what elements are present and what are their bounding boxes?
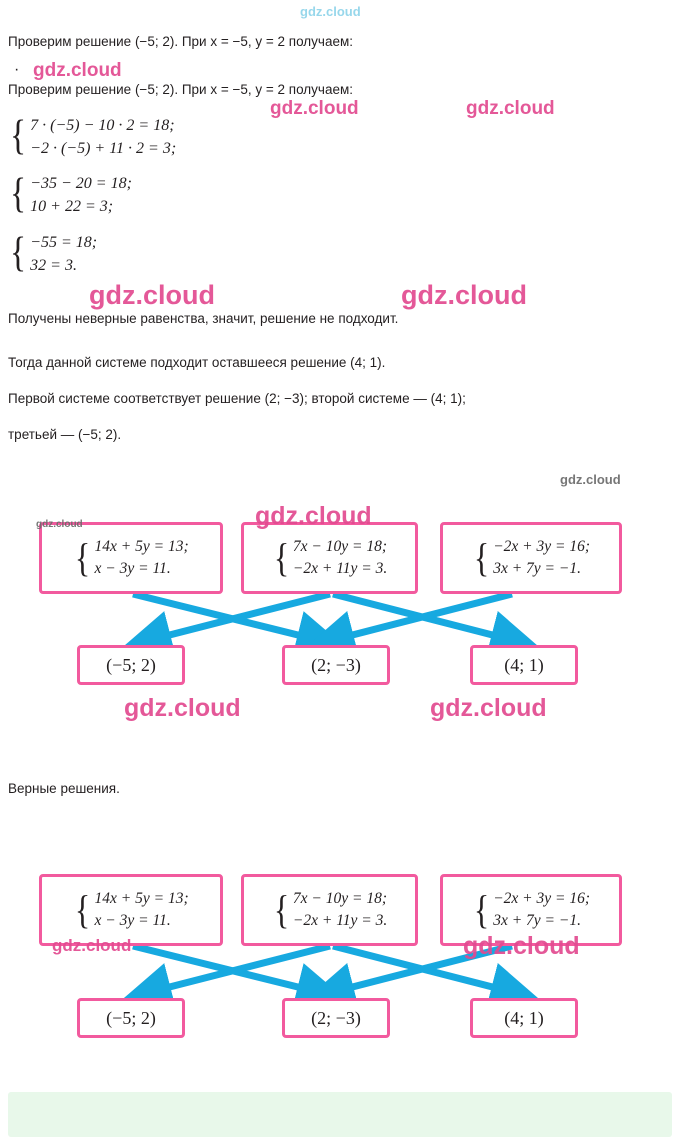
system-box-3 — [440, 522, 622, 594]
computation-step-2 — [8, 172, 132, 218]
text-matching-1: Первой системе соответствует решение (2; −3); второй системе — (4; 1); — [8, 391, 466, 406]
text-matching-2: третьей — (−5; 2). — [8, 427, 122, 442]
brace-icon: { — [75, 535, 91, 580]
watermark: gdz.cloud — [270, 98, 359, 119]
equation-line: 3x + 7y = −1. — [493, 912, 581, 929]
system-box-6 — [440, 874, 622, 946]
system-box-5 — [241, 874, 418, 946]
equation-line: 10 + 22 = 3; — [30, 198, 114, 216]
system-box-4 — [39, 874, 223, 946]
text-bullet: · — [14, 61, 20, 78]
equation-line: −2 · (−5) + 11 · 2 = 3; — [30, 140, 177, 158]
brace-icon: { — [273, 887, 289, 932]
watermark: gdz.cloud — [466, 98, 555, 119]
watermark: gdz.cloud — [401, 280, 527, 310]
equation-line: 14x + 5y = 13; — [94, 538, 189, 556]
watermark: gdz.cloud — [255, 502, 372, 530]
watermark: gdz.cloud — [124, 694, 241, 722]
answer-text: (2; −3) — [311, 654, 361, 675]
answer-box-5 — [282, 998, 390, 1038]
answer-box-6 — [470, 998, 578, 1038]
text-wrong-equalities: Получены неверные равенства, значит, решение не подходит. — [8, 311, 399, 326]
equation-line: 14x + 5y = 13; — [94, 890, 189, 908]
brace-icon: { — [10, 113, 27, 160]
equation-line: −35 − 20 = 18; — [30, 175, 132, 192]
answer-text: (−5; 2) — [106, 1007, 156, 1028]
watermark: gdz.cloud — [430, 694, 547, 722]
equation-line: 7 · (−5) − 10 · 2 = 18; — [30, 117, 175, 134]
equation-line: −2x + 3y = 16; — [493, 890, 590, 908]
equation-line: 7x − 10y = 18; — [292, 890, 387, 908]
brace-icon: { — [75, 887, 91, 932]
brace-icon: { — [473, 535, 490, 580]
watermark: gdz.cloud — [560, 472, 621, 487]
computation-step-3 — [8, 231, 97, 277]
equation-line: x − 3y = 11. — [94, 912, 171, 929]
footer-bar — [8, 1092, 672, 1137]
watermark: gdz.cloud — [36, 519, 83, 530]
equation-line: −2x + 3y = 16; — [493, 538, 590, 556]
equation-line: 32 = 3. — [30, 257, 77, 275]
equation-line: 7x − 10y = 18; — [292, 538, 387, 556]
brace-icon: { — [473, 887, 490, 932]
text-check-solution-1: Проверим решение (−5; 2). При x = −5, y = 2 получаем: — [8, 34, 353, 49]
computation-step-1 — [8, 114, 176, 160]
brace-icon: { — [273, 535, 289, 580]
watermark: gdz.cloud — [89, 280, 215, 310]
watermark: gdz.cloud — [463, 932, 580, 960]
equation-line: −55 = 18; — [30, 234, 98, 251]
answer-text: (2; −3) — [311, 1007, 361, 1028]
watermark: gdz.cloud — [33, 60, 122, 81]
answer-text: (−5; 2) — [106, 654, 156, 675]
watermark: gdz.cloud — [300, 4, 361, 19]
equation-line: 3x + 7y = −1. — [493, 560, 581, 577]
answer-box-2 — [282, 645, 390, 685]
answer-text: (4; 1) — [504, 1007, 544, 1028]
answer-box-3 — [470, 645, 578, 685]
system-box-1 — [39, 522, 223, 594]
watermark: gdz.cloud — [52, 936, 132, 955]
equation-line: x − 3y = 11. — [94, 560, 171, 577]
answer-box-4 — [77, 998, 185, 1038]
equation-line: −2x + 11y = 3. — [292, 912, 388, 929]
text-check-solution-2: Проверим решение (−5; 2). При x = −5, y = 2 получаем: — [8, 82, 353, 97]
brace-icon: { — [10, 230, 27, 277]
equation-line: −2x + 11y = 3. — [292, 560, 388, 577]
brace-icon: { — [10, 171, 27, 218]
system-box-2 — [241, 522, 418, 594]
text-correct-solutions: Верные решения. — [8, 781, 120, 796]
answer-box-1 — [77, 645, 185, 685]
text-then-remaining: Тогда данной системе подходит оставшееся решение (4; 1). — [8, 355, 386, 370]
answer-text: (4; 1) — [504, 654, 544, 675]
